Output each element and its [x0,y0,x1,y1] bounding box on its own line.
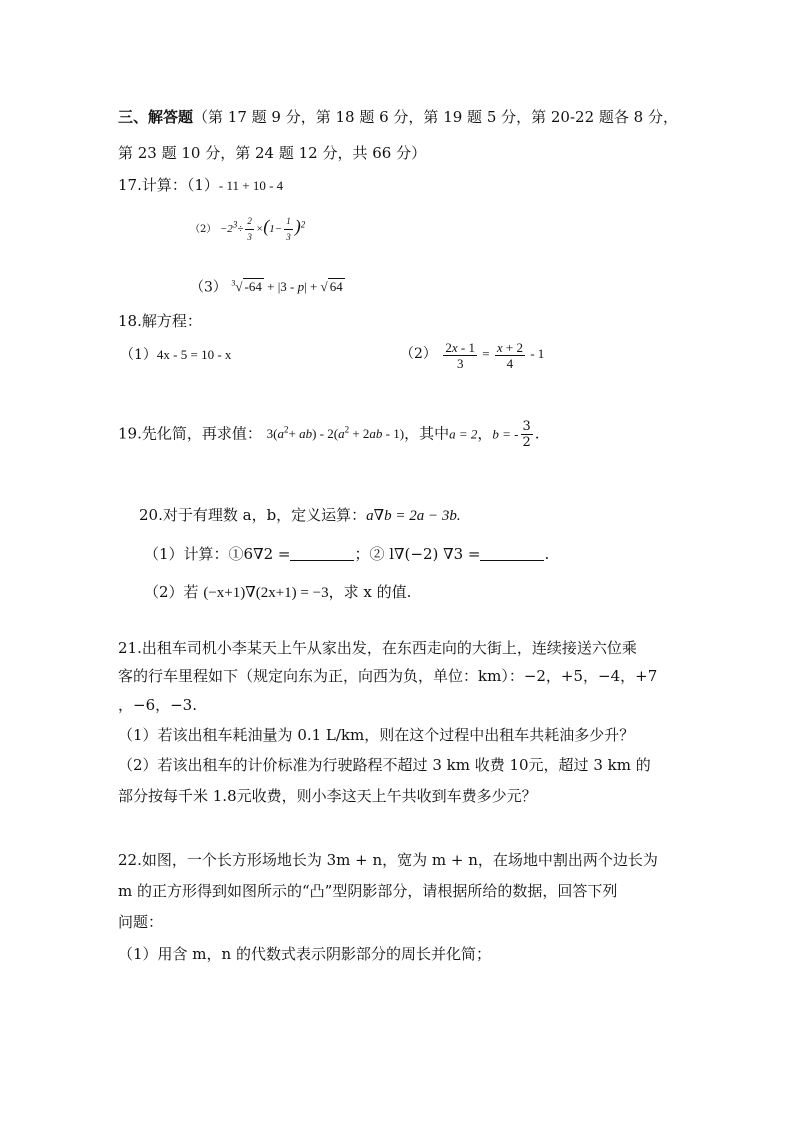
q17-p1-expr: - 11 + 10 - 4 [218,178,284,193]
q20-sep: ；② [354,545,385,563]
q17-p2-expr: $-2^3\div$ $\frac{2}{3}$ ×(1− $\frac{1}{3}$ )$^2$ [219,216,306,242]
q19-stem: 19.先化简，再求值： [118,424,262,443]
q17-p3-line [190,274,345,297]
q21-line-1: 21.出租车司机小李某天上午从家出发，在东西走向的大街上，连续接送六位乘 [118,639,637,657]
q17-stem: 17.计算： [118,176,187,194]
q20-p1-label: （1）计算： [144,545,229,563]
q19-a-cond: a = 2 [449,426,478,442]
q20-end-dot: . [544,545,550,563]
section-info-2: 第 23 题 10 分，第 24 题 12 分，共 66 分） [118,144,427,162]
q18-p2-line [400,337,544,371]
q18-p2-label: （2） [400,346,437,362]
q19-mid: ，其中 [404,424,450,443]
q19-b-cond: b = - [492,426,519,442]
q20-p2-label: （2）若 [144,583,199,601]
section-title: 三、解答题 [118,108,194,126]
q22-p1: （1）用含 m，n 的代数式表示阴影部分的周长并化简； [118,945,491,963]
q18-stem: 18.解方程： [118,312,202,330]
q17-p3-expr: $^3$√ -64 + |3 - p| + √ 64 [231,279,343,295]
section-info-1: （第 17 题 9 分，第 18 题 6 分，第 19 题 5 分，第 20-22 题各 8 分， [193,108,678,126]
q21-p1: （1）若该出租车耗油量为 0.1 L/km，则在这个过程中出租车共耗油多少升？ [118,726,635,744]
q20-p2-line [144,582,411,603]
q20-op-def: a∇b = 2a − 3b. [366,508,461,524]
q21-p2-line-2: 部分按每千米 1.8元收费，则小李这天上午共收到车费多少元？ [118,787,537,805]
q20-p2-tail: ，求 x 的值. [328,583,412,601]
q20-stem: 20.对于有理数 a，b，定义运算： [139,506,367,524]
q19-b-frac: $\frac{3}{2}$ [522,418,531,450]
q19-expr: $3(a^2+ ab) - 2(a^2 + 2ab - 1)$ [266,425,405,442]
q17-line [118,175,283,196]
q22-line-3: 问题： [118,913,164,931]
q17-p3-label: （3） [190,279,227,296]
q21-line-3: ，−6，−3. [118,696,197,714]
q17-p2-label: （2） [190,224,217,236]
q22-line-1: 22.如图，一个长方形场地长为 3m + n，宽为 m + n，在场地中割出两个边长为 [118,851,658,869]
q20-p1b: l∇(−2) ∇3 = [389,545,481,563]
q20-line [139,505,461,526]
q19-comma: ， [477,424,493,443]
q18-p1-label: （1） [120,347,157,363]
q17-p1-label: （1） [186,176,219,194]
q21-p2-line-1: （2）若该出租车的计价标准为行驶路程不超过 3 km 收费 10元，超过 3 km 的 [118,756,651,774]
q19-line [118,413,540,451]
q20-p1-line [144,544,549,564]
q20-p2-expr: (−x+1)∇(2x+1) = −3 [203,585,329,601]
q18-p1-expr: 4x - 5 = 10 - x [156,347,232,362]
q20-p1a: ①6∇2 = [228,545,291,563]
q18-p1-line [120,345,231,365]
q17-p2-line [190,214,305,245]
q22-line-2: m 的正方形得到如图所示的“凸”型阴影部分，请根据所给的数据，回答下列 [118,882,618,900]
q18-p2-expr: $\frac{2x - 1}{3}$ = $\frac{x + 2}{4}$ - 1 [445,339,545,371]
q21-line-2: 客的行车里程如下（规定向东为正，向西为负，单位：km）：−2，+5，−4，+7 [118,667,658,685]
q19-end: . [534,424,540,443]
q20-blank-2 [480,546,544,561]
q20-blank-1 [290,546,354,561]
section-heading [118,107,678,127]
